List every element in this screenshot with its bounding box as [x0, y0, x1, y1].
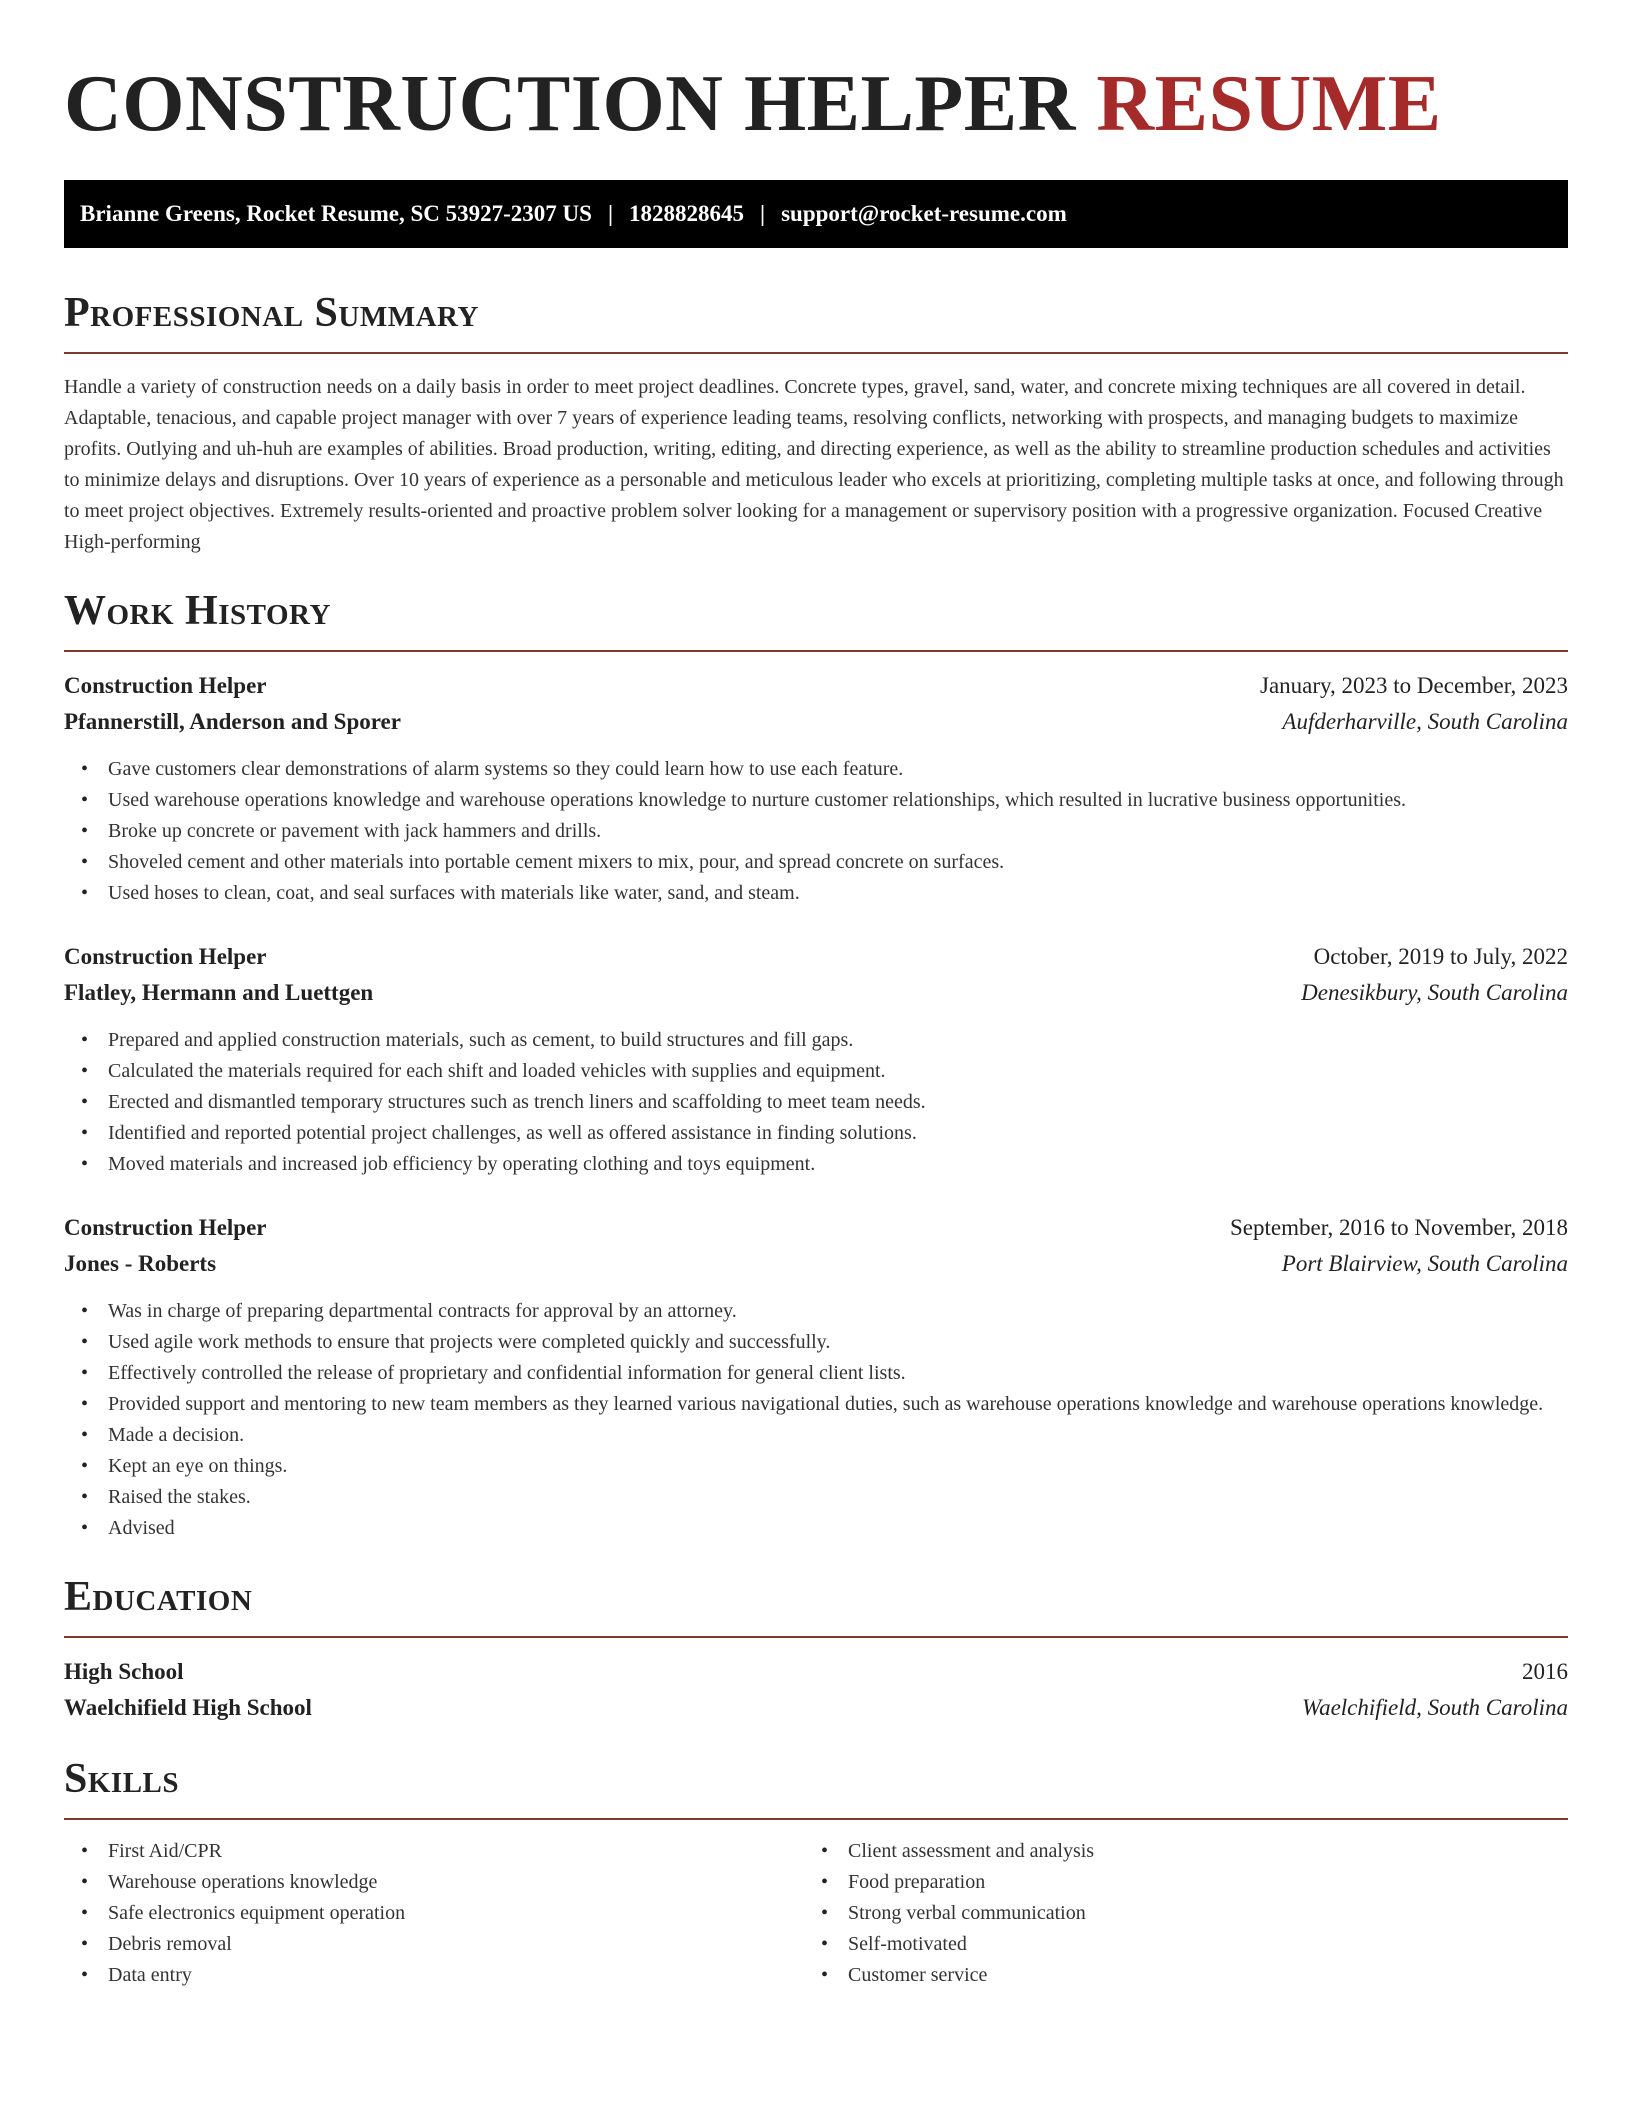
skill-item: • Self-motivated: [804, 1929, 1544, 1960]
job-row-title: [64, 939, 1568, 975]
job-bullet: • Moved materials and increased job efficiency by operating clothing and toys equipment.: [64, 1149, 1568, 1180]
job-bullet: • Used warehouse operations knowledge and warehouse operations knowledge to nurture customer relationships, which resulted in lucrative business opportunities.: [64, 785, 1568, 816]
contact-separator: |: [760, 201, 766, 226]
skill-item: • First Aid/CPR: [64, 1836, 804, 1867]
job-title: Construction Helper: [64, 944, 267, 969]
job-bullet: • Used agile work methods to ensure that projects were completed quickly and successfully.: [64, 1327, 1568, 1358]
skill-item: • Client assessment and analysis: [804, 1836, 1544, 1867]
skills-columns: [64, 1836, 1568, 1991]
section-divider: [64, 650, 1568, 652]
job-company: Jones - Roberts: [64, 1251, 217, 1276]
job-title: Construction Helper: [64, 1215, 267, 1240]
job-bullet: • Erected and dismantled temporary structures such as trench liners and scaffolding to meet team needs.: [64, 1087, 1568, 1118]
education-school: Waelchifield High School: [64, 1695, 312, 1720]
job-bullet: • Broke up concrete or pavement with jack hammers and drills.: [64, 816, 1568, 847]
skills-list-right: [804, 1836, 1544, 1991]
contact-address: Brianne Greens, Rocket Resume, SC 53927-2307 US: [80, 201, 592, 226]
job-row-company: [64, 704, 1568, 740]
section-divider: [64, 352, 1568, 354]
summary-section: [64, 288, 1568, 558]
job-bullet: • Shoveled cement and other materials into portable cement mixers to mix, pour, and spread concrete on surfaces.: [64, 847, 1568, 878]
job-entry: [64, 1210, 1568, 1544]
title-main: CONSTRUCTION HELPER: [64, 60, 1076, 148]
job-bullet: • Used hoses to clean, coat, and seal surfaces with materials like water, sand, and steam.: [64, 878, 1568, 909]
resume-page: [64, 0, 1568, 1991]
contact-separator: |: [607, 201, 614, 226]
skill-item: • Debris removal: [64, 1929, 804, 1960]
contact-phone[interactable]: 1828828645: [629, 201, 745, 226]
job-location: Port Blairview, South Carolina: [1281, 1251, 1568, 1276]
job-dates: October, 2019 to July, 2022: [1313, 944, 1568, 969]
summary-text: Handle a variety of construction needs on a daily basis in order to meet project deadlines. Concrete types, gravel, sand, water, and concrete mixing techniques are all covered in detail. Adaptable, tenacious, and capable project manager with over 7 years of experience leading teams, resolving conflicts, networking with prospects, and managing budgets to maximize profits. Outlying and uh-huh are examples of abilities. Broad production, writing, editing, and directing experience, as well as the ability to streamline production schedules and activities to minimize delays and disruptions. Over 10 years of experience as a personable and meticulous leader who excels at prioritizing, completing multiple tasks at once, and following through to meet project objectives. Extremely results-oriented and proactive problem solver looking for a management or supervisory position with a progressive organization. Focused Creative High-performing: [64, 376, 1564, 553]
job-bullet: • Made a decision.: [64, 1420, 1568, 1451]
job-bullets: [64, 754, 1568, 909]
job-location: Denesikbury, South Carolina: [1301, 980, 1568, 1005]
title-accent: RESUME: [1096, 60, 1442, 148]
education-row-school: [64, 1690, 1568, 1726]
skills-list-left: [64, 1836, 804, 1991]
job-bullet: • Prepared and applied construction materials, such as cement, to build structures and fill gaps.: [64, 1025, 1568, 1056]
job-dates: September, 2016 to November, 2018: [1230, 1215, 1568, 1240]
job-row-company: [64, 975, 1568, 1011]
job-bullet: • Kept an eye on things.: [64, 1451, 1568, 1482]
job-bullet: • Was in charge of preparing departmental contracts for approval by an attorney.: [64, 1296, 1568, 1327]
job-row-title: [64, 668, 1568, 704]
job-bullet: • Raised the stakes.: [64, 1482, 1568, 1513]
job-dates: January, 2023 to December, 2023: [1260, 673, 1568, 698]
skill-item: • Food preparation: [804, 1867, 1544, 1898]
job-entry: [64, 939, 1568, 1180]
section-divider: [64, 1818, 1568, 1820]
education-location: Waelchifield, South Carolina: [1302, 1695, 1568, 1720]
job-bullet: • Effectively controlled the release of proprietary and confidential information for general client lists.: [64, 1358, 1568, 1389]
job-bullets: [64, 1025, 1568, 1180]
skill-item: • Strong verbal communication: [804, 1898, 1544, 1929]
education-row-degree: [64, 1654, 1568, 1690]
job-bullet: • Provided support and mentoring to new team members as they learned various navigational duties, such as warehouse operations knowledge and warehouse operations knowledge.: [64, 1389, 1568, 1420]
job-location: Aufderharville, South Carolina: [1282, 709, 1568, 734]
section-heading-skills: Skills: [64, 1756, 180, 1802]
job-bullets: [64, 1296, 1568, 1544]
section-heading-education: Education: [64, 1574, 253, 1620]
job-row-company: [64, 1246, 1568, 1282]
skill-item: • Data entry: [64, 1960, 804, 1991]
skill-item: • Safe electronics equipment operation: [64, 1898, 804, 1929]
education-section: [64, 1572, 1568, 1726]
job-bullet: • Gave customers clear demonstrations of alarm systems so they could learn how to use each feature.: [64, 754, 1568, 785]
skills-column-left: [64, 1836, 804, 1991]
job-company: Pfannerstill, Anderson and Sporer: [64, 709, 401, 734]
work-history-section: [64, 586, 1568, 1544]
job-company: Flatley, Hermann and Luettgen: [64, 980, 374, 1005]
job-row-title: [64, 1210, 1568, 1246]
education-degree: High School: [64, 1659, 184, 1684]
job-entry: [64, 668, 1568, 909]
skills-column-right: [804, 1836, 1544, 1991]
skills-section: [64, 1754, 1568, 1991]
section-heading-summary: Professional Summary: [64, 290, 479, 336]
resume-title: [64, 58, 1568, 150]
skill-item: • Warehouse operations knowledge: [64, 1867, 804, 1898]
job-bullet: • Advised: [64, 1513, 1568, 1544]
jobs-list: [64, 668, 1568, 1544]
section-heading-work: Work History: [64, 588, 331, 634]
education-year: 2016: [1522, 1659, 1568, 1684]
skill-item: • Customer service: [804, 1960, 1544, 1991]
contact-email[interactable]: support@rocket-resume.com: [781, 201, 1067, 226]
job-bullet: • Calculated the materials required for each shift and loaded vehicles with supplies and equipment.: [64, 1056, 1568, 1087]
contact-bar: [64, 180, 1568, 248]
job-bullet: • Identified and reported potential project challenges, as well as offered assistance in finding solutions.: [64, 1118, 1568, 1149]
job-title: Construction Helper: [64, 673, 267, 698]
education-entry: [64, 1654, 1568, 1726]
section-divider: [64, 1636, 1568, 1638]
